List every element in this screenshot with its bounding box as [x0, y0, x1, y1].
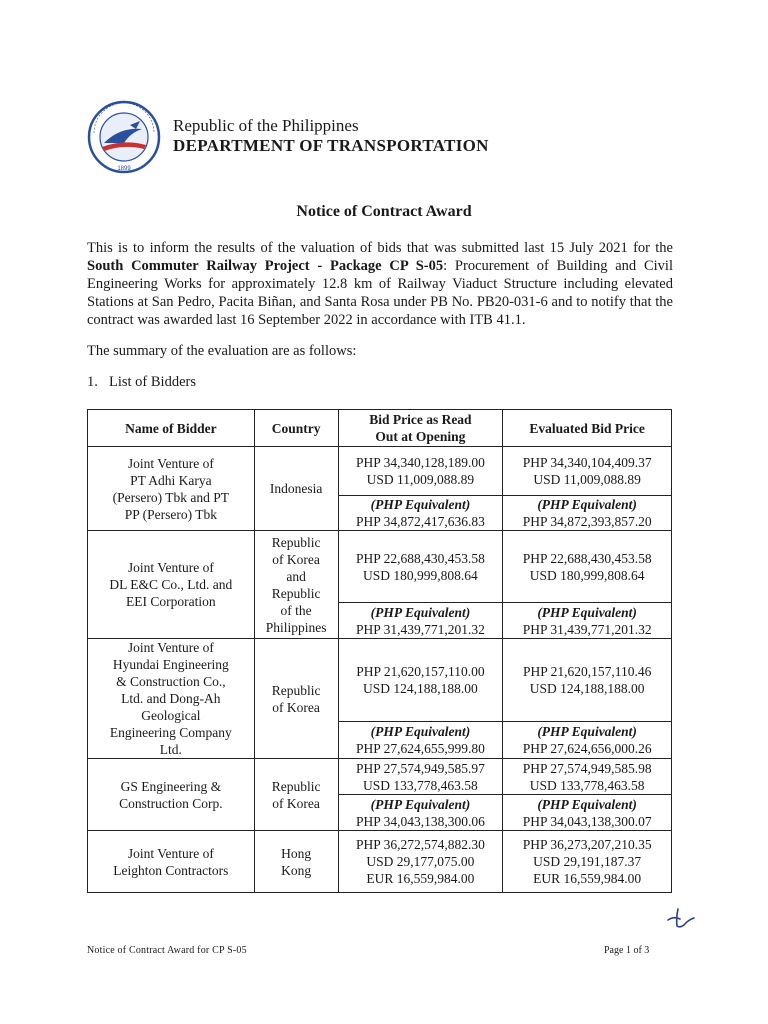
- department-line: DEPARTMENT OF TRANSPORTATION: [173, 136, 489, 155]
- php-equivalent-label: (PHP Equivalent): [537, 724, 637, 740]
- country-line: Kong: [281, 862, 312, 878]
- header-evaluated-price: Evaluated Bid Price: [503, 410, 672, 447]
- intro-paragraph: [87, 239, 673, 329]
- bidder-name-line: & Construction Co.,: [116, 674, 226, 689]
- bidder-name-line: Joint Venture of: [127, 455, 214, 471]
- list-title: List of Bidders: [109, 374, 196, 390]
- php-equivalent-value: PHP 34,043,138,300.06: [355, 813, 485, 829]
- bidder-name-line: Leighton Contractors: [113, 862, 229, 878]
- bidder-name-cell: [88, 759, 255, 831]
- header-name-of-bidder: Name of Bidder: [88, 410, 255, 447]
- evaluated-price-cell: [503, 759, 672, 795]
- php-equivalent-value: PHP 34,872,417,636.83: [355, 514, 485, 529]
- list-heading: [87, 374, 196, 391]
- php-equivalent-label: (PHP Equivalent): [537, 497, 637, 512]
- header-bid-price: Bid Price as Read Out at Opening: [338, 410, 503, 447]
- country-line: Republic: [271, 682, 321, 698]
- country-line: Republic: [271, 534, 321, 550]
- country-line: of Korea: [272, 795, 320, 811]
- php-equivalent-value: PHP 27,624,655,999.80: [355, 741, 485, 757]
- evaluated-equivalent-cell: [503, 496, 672, 531]
- evaluated-price-line: USD 11,009,088.89: [533, 472, 641, 487]
- evaluated-equivalent-cell: [503, 722, 672, 759]
- agency-header: [173, 116, 489, 156]
- evaluated-price-line: USD 124,188,188.00: [529, 681, 645, 697]
- php-equivalent-value: PHP 31,439,771,201.32: [355, 621, 485, 637]
- php-equivalent-label: (PHP Equivalent): [370, 796, 471, 812]
- evaluated-price-line: PHP 22,688,430,453.58: [522, 550, 652, 566]
- country-cell: [254, 639, 338, 759]
- intro-part-1: This is to inform the results of the valuation of bids that was submitted last 15 July 2021 for the: [87, 240, 673, 256]
- bidder-name-line: Construction Corp.: [119, 795, 223, 811]
- country-line: and: [286, 568, 306, 584]
- bidder-name-line: Hyundai Engineering: [112, 657, 229, 672]
- bid-price-line: USD 180,999,808.64: [363, 567, 478, 583]
- svg-text:1899: 1899: [117, 166, 131, 172]
- country-cell: [254, 831, 338, 893]
- bid-price-line: PHP 27,574,949,585.97: [355, 760, 485, 776]
- bid-price-line: USD 11,009,088.89: [366, 472, 475, 487]
- bid-price-line: PHP 22,688,430,453.58: [355, 550, 485, 566]
- bid-equivalent-cell: [338, 496, 503, 531]
- bidder-name-line: PT Adhi Karya: [130, 472, 212, 488]
- php-equivalent-value: PHP 27,624,656,000.26: [522, 741, 652, 757]
- bid-price-line: USD 124,188,188.00: [363, 681, 478, 697]
- list-number: 1.: [87, 374, 98, 390]
- table-row: [88, 531, 672, 603]
- evaluated-price-line: PHP 27,574,949,585.98: [522, 760, 652, 776]
- bid-price-line: PHP 34,340,128,189.00: [355, 455, 485, 470]
- country-line: of the: [280, 602, 312, 618]
- table-row: [88, 639, 672, 722]
- bidder-name-cell: [88, 831, 255, 893]
- php-equivalent-label: (PHP Equivalent): [370, 497, 471, 512]
- php-equivalent-label: (PHP Equivalent): [537, 796, 637, 812]
- seal-icon: [80, 99, 168, 175]
- country-cell: [254, 447, 338, 531]
- evaluated-price-line: PHP 36,273,207,210.35: [522, 837, 652, 852]
- evaluated-price-cell: [503, 639, 672, 722]
- evaluated-price-cell: [503, 831, 672, 893]
- table-row: [88, 759, 672, 795]
- bidders-table-body: [88, 447, 672, 893]
- bid-equivalent-cell: [338, 722, 503, 759]
- evaluated-equivalent-cell: [503, 603, 672, 639]
- bidder-name-line: Engineering Company: [109, 725, 232, 740]
- bidder-name-line: Joint Venture of: [127, 640, 214, 655]
- bidder-name-line: DL E&C Co., Ltd. and: [109, 577, 233, 592]
- summary-line: The summary of the evaluation are as follows:: [87, 343, 357, 359]
- evaluated-price-line: USD 133,778,463.58: [529, 777, 645, 793]
- dotr-seal-logo: [80, 99, 168, 175]
- bidder-name-line: EEI Corporation: [126, 594, 216, 609]
- evaluated-price-line: USD 29,191,187.37: [533, 854, 642, 869]
- country-line: Hong: [281, 845, 312, 861]
- country-line: of Korea: [272, 551, 320, 567]
- footer-page-number: Page 1 of 3: [604, 945, 650, 956]
- php-equivalent-label: (PHP Equivalent): [370, 724, 471, 740]
- bidder-name-line: Joint Venture of: [127, 560, 214, 575]
- country-line: Indonesia: [269, 481, 323, 496]
- bid-price-cell: [338, 639, 503, 722]
- bid-price-line: USD 133,778,463.58: [363, 777, 478, 793]
- evaluated-price-line: PHP 21,620,157,110.46: [522, 664, 652, 680]
- bid-price-line: USD 29,177,075.00: [366, 854, 475, 869]
- document-title: Notice of Contract Award: [296, 203, 472, 220]
- table-row: [88, 831, 672, 893]
- evaluated-equivalent-cell: [503, 795, 672, 831]
- table-header-row: [88, 410, 672, 447]
- bid-equivalent-cell: [338, 603, 503, 639]
- bidder-name-line: Joint Venture of: [127, 845, 214, 861]
- country-line: Republic: [271, 778, 321, 794]
- bidder-name-line: (Persero) Tbk and PT: [112, 489, 230, 505]
- project-name: South Commuter Railway Project - Package CP S-05: [87, 258, 444, 274]
- bidder-name-cell: [88, 639, 255, 759]
- bid-price-line: PHP 36,272,574,882.30: [355, 837, 485, 852]
- bidders-table: [87, 409, 672, 893]
- header-country: Country: [254, 410, 338, 447]
- country-cell: [254, 759, 338, 831]
- country-line: Republic: [271, 585, 321, 601]
- bidder-name-cell: [88, 531, 255, 639]
- evaluated-price-line: EUR 16,559,984.00: [533, 871, 642, 886]
- evaluated-price-line: PHP 34,340,104,409.37: [522, 455, 652, 470]
- bid-price-line: PHP 21,620,157,110.00: [356, 664, 485, 680]
- bidder-name-line: GS Engineering &: [120, 778, 222, 794]
- intro-part-2: : Procurement of Building and Civil Engineering Works for approximately 12.8 km of Railway Viaduct Structure including elevated Stations at San Pedro, Pacita Biñan, and Santa Rosa under PB No. PB20-031-6 and to notify that the contract was awarded last 16 September 2022 in accordance with ITB 41.1.: [87, 258, 673, 328]
- country-line: of Korea: [272, 699, 320, 715]
- bidder-name-line: PP (Persero) Tbk: [124, 506, 217, 522]
- php-equivalent-value: PHP 31,439,771,201.32: [522, 621, 652, 637]
- initials-signature: [664, 906, 696, 930]
- country-line: Philippines: [265, 619, 327, 635]
- bidder-name-cell: [88, 447, 255, 531]
- evaluated-price-cell: [503, 447, 672, 496]
- bid-price-cell: [338, 831, 503, 893]
- php-equivalent-value: PHP 34,872,393,857.20: [522, 514, 652, 529]
- country-cell: [254, 531, 338, 639]
- evaluated-price-cell: [503, 531, 672, 603]
- php-equivalent-label: (PHP Equivalent): [370, 604, 471, 620]
- php-equivalent-value: PHP 34,043,138,300.07: [522, 813, 652, 829]
- footer-document-label: Notice of Contract Award for CP S-05: [87, 945, 247, 956]
- bid-price-cell: [338, 447, 503, 496]
- bid-price-cell: [338, 759, 503, 795]
- bidder-name-line: Ltd. and Dong-Ah: [121, 691, 221, 706]
- bidder-name-line: Ltd.: [159, 742, 182, 757]
- bidder-name-line: Geological: [141, 708, 201, 723]
- evaluated-price-line: USD 180,999,808.64: [529, 567, 645, 583]
- bid-price-line: EUR 16,559,984.00: [366, 871, 475, 886]
- bid-equivalent-cell: [338, 795, 503, 831]
- bid-price-cell: [338, 531, 503, 603]
- table-row: [88, 447, 672, 496]
- php-equivalent-label: (PHP Equivalent): [537, 604, 637, 620]
- republic-line: Republic of the Philippines: [173, 116, 359, 135]
